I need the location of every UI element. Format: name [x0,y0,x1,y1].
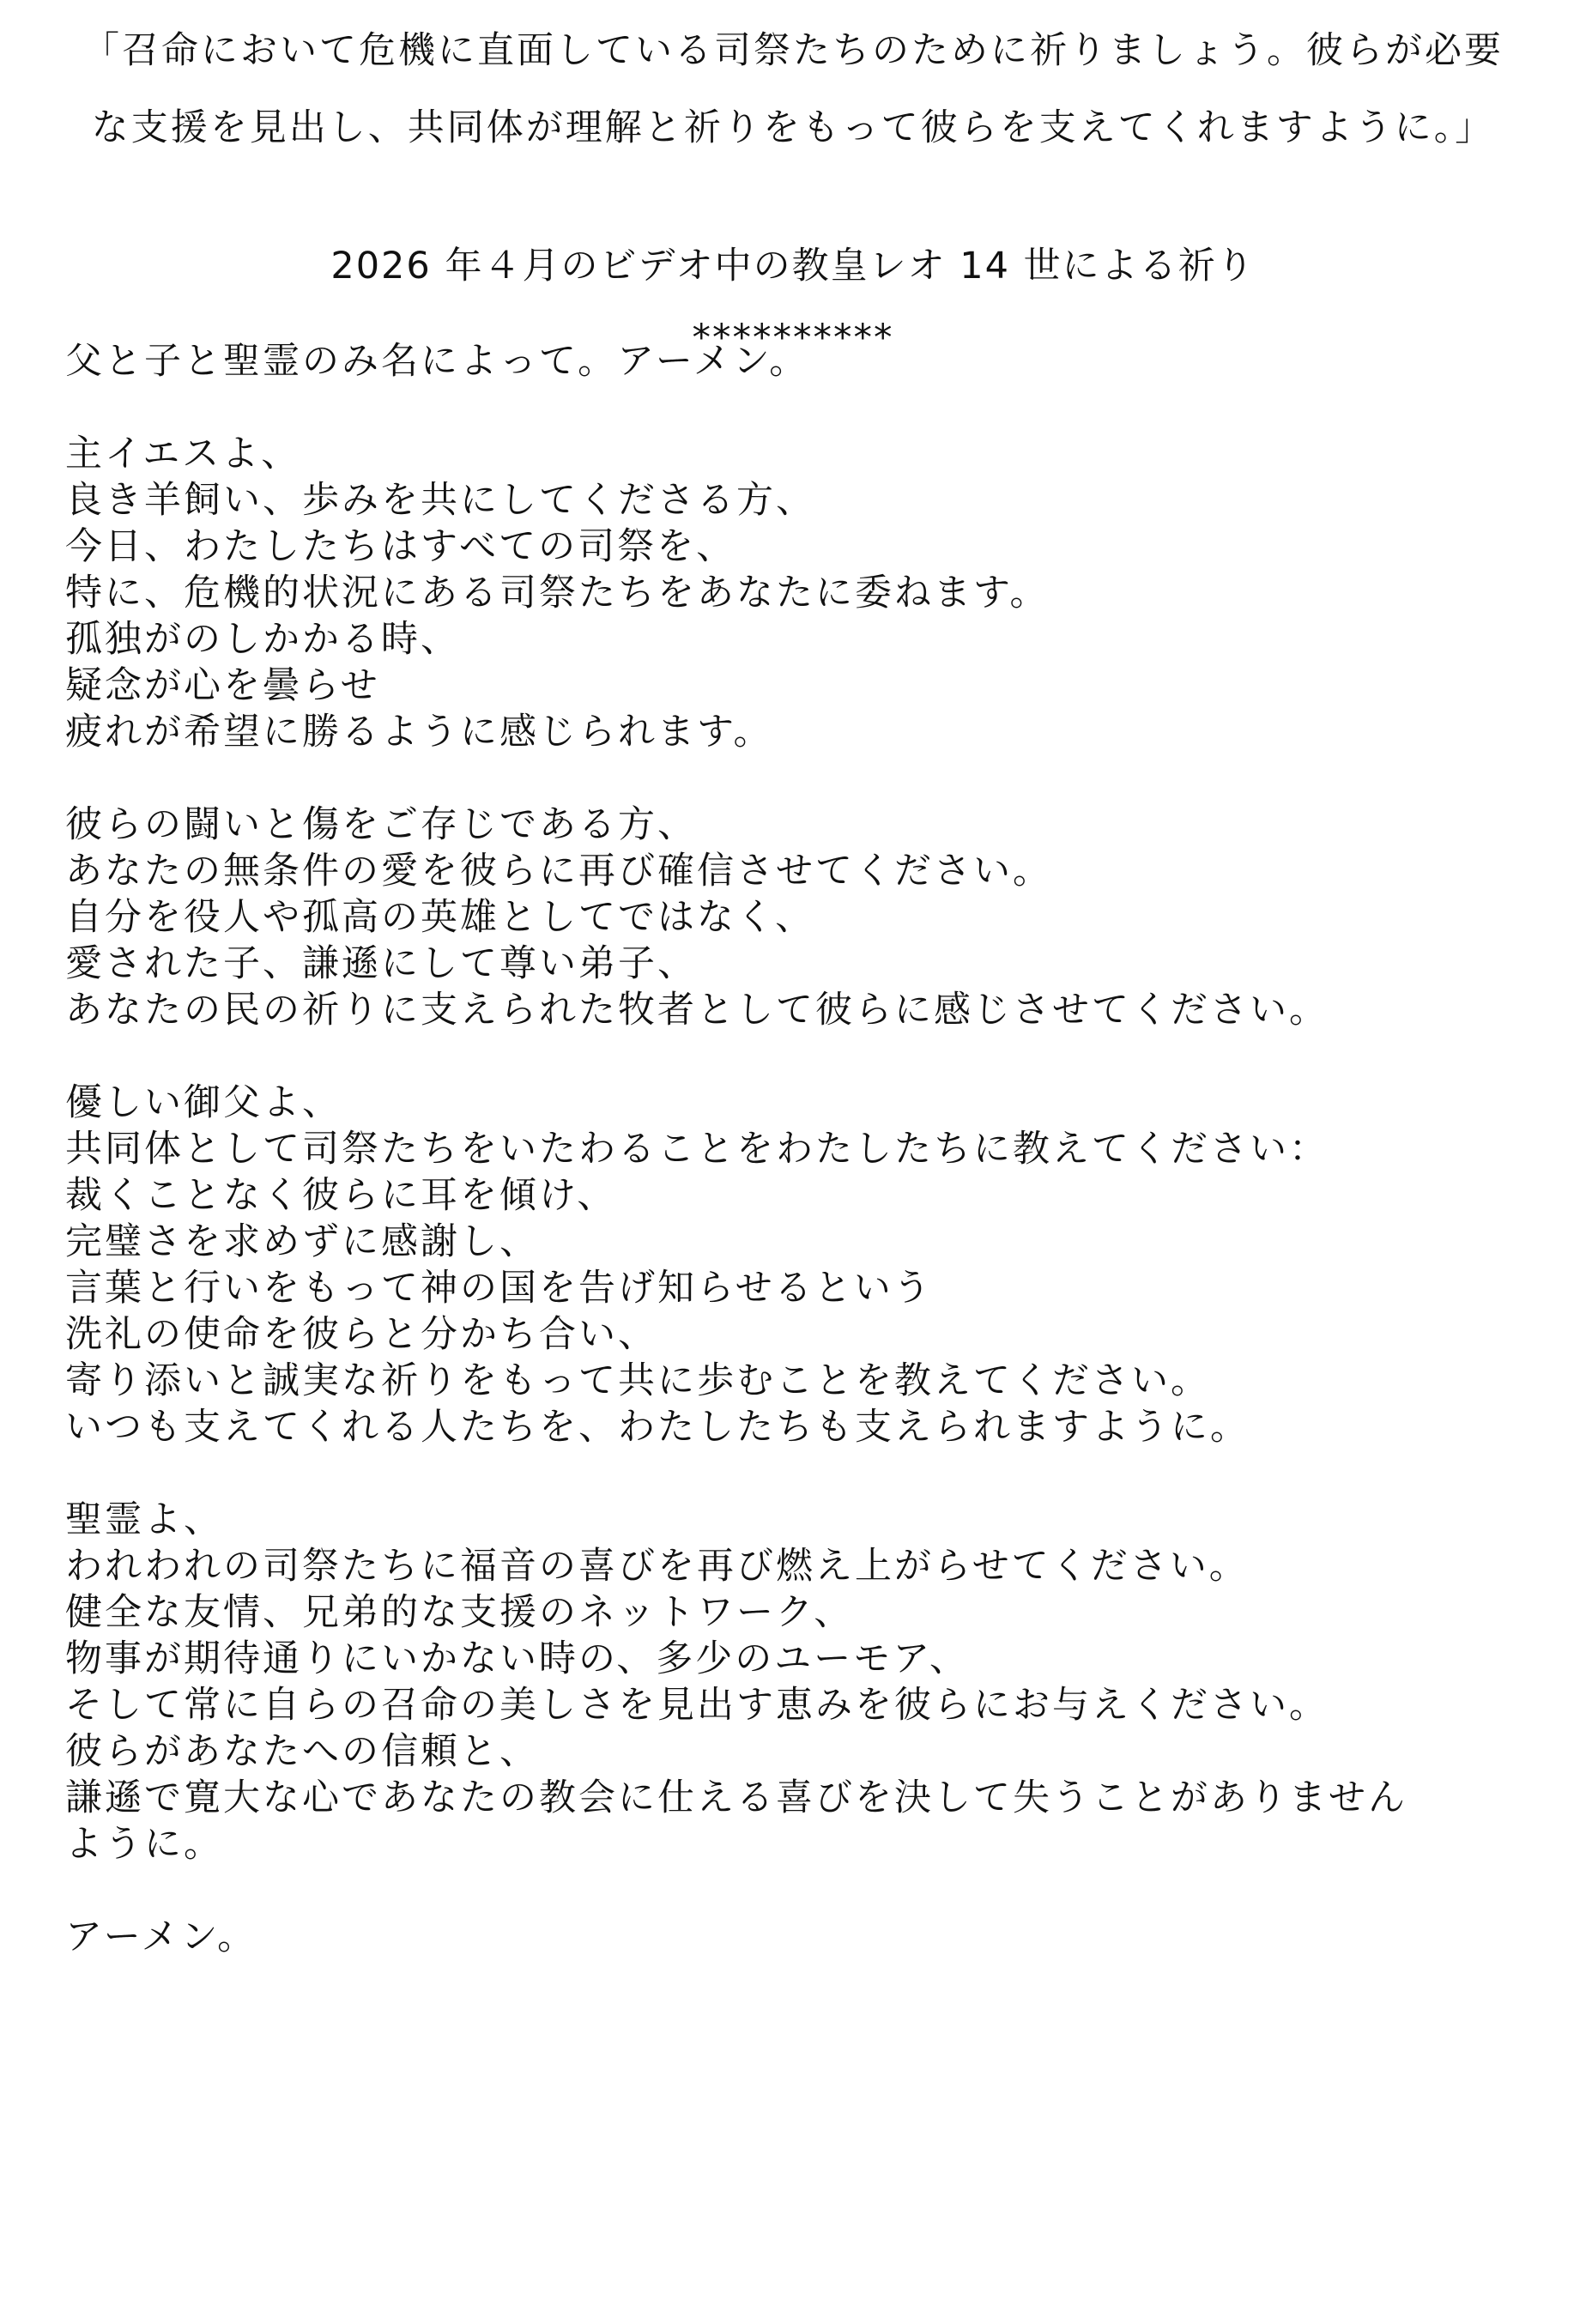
asterisk-separator: ********** [692,317,894,360]
prayer-line: 彼らがあなたへの信頼と、 [65,1730,539,1773]
intro-quote-line-1: 「召命において危機に直面している司祭たちのために祈りましょう。彼らが必要 [82,29,1504,72]
prayer-line: 今日、わたしたちはすべての司祭を、 [65,525,736,568]
prayer-line: 物事が期待通りにいかない時の、多少のユーモア、 [65,1637,969,1680]
prayer-line: ように。 [65,1823,223,1866]
prayer-line: 言葉と行いをもって神の国を告げ知らせるという [65,1267,933,1310]
stanza-gap [65,1450,1559,1497]
prayer-line: 寄り添いと誠実な祈りをもって共に歩むことを教えてください。 [65,1359,1210,1402]
stanza-gap [65,755,1559,802]
prayer-line: 謙遜で寛大な心であなたの教会に仕える喜びを決して失うことがありません [65,1776,1407,1819]
prayer-body [65,338,1559,1960]
intro-quote [17,12,1569,166]
prayer-line: いつも支えてくれる人たちを、わたしたちも支えられますように。 [65,1406,1250,1449]
prayer-line: 愛された子、謙遜にして尊い弟子、 [65,942,697,985]
prayer-line: 彼らの闘いと傷をご存じである方、 [65,803,697,846]
prayer-line: 共同体として司祭たちをいたわることをわたしたちに教えてください： [65,1128,1329,1171]
prayer-line: 主イエスよ、 [65,433,301,475]
prayer-line: 自分を役人や孤高の英雄としてではなく、 [65,896,815,939]
prayer-line: 聖霊よ、 [65,1498,223,1541]
prayer-line: 優しい御父よ、 [65,1081,342,1124]
prayer-line: 良き羊飼い、歩みを共にしてくださる方、 [65,479,815,522]
prayer-opening: 父と子と聖霊のみ名によって。アーメン。 [65,340,809,383]
stanza-gap [65,1867,1559,1914]
prayer-line: あなたの民の祈りに支えられた牧者として彼らに感じさせてください。 [65,989,1329,1032]
prayer-line: 洗礼の使命を彼らと分かち合い、 [65,1313,657,1356]
prayer-closing: アーメン。 [65,1915,257,1958]
intro-quote-line-2: な支援を見出し、共同体が理解と祈りをもって彼らを支えてくれますように。」 [91,106,1495,149]
prayer-line: 孤独がのしかかる時、 [65,618,460,661]
stanza-gap [65,1033,1559,1080]
prayer-line: あなたの無条件の愛を彼らに再び確信させてください。 [65,850,1052,893]
prayer-line: 健全な友情、兄弟的な支援のネットワーク、 [65,1591,854,1634]
prayer-caption: 2026 年４月のビデオ中の教皇レオ 14 世による祈り [330,245,1256,287]
prayer-line: 完璧さを求めずに感謝し、 [65,1220,539,1263]
prayer-line: そして常に自らの召命の美しさを見出す恵みを彼らにお与えください。 [65,1684,1329,1727]
prayer-line: 疲れが希望に勝るように感じられます。 [65,711,773,753]
prayer-line: 裁くことなく彼らに耳を傾け、 [65,1174,617,1217]
stanza-gap [65,384,1559,431]
prayer-line: 疑念が心を曇らせ [65,664,380,707]
prayer-line: 特に、危機的状況にある司祭たちをあなたに委ねます。 [65,572,1050,614]
prayer-line: われわれの司祭たちに福音の喜びを再び燃え上がらせてください。 [65,1545,1249,1588]
